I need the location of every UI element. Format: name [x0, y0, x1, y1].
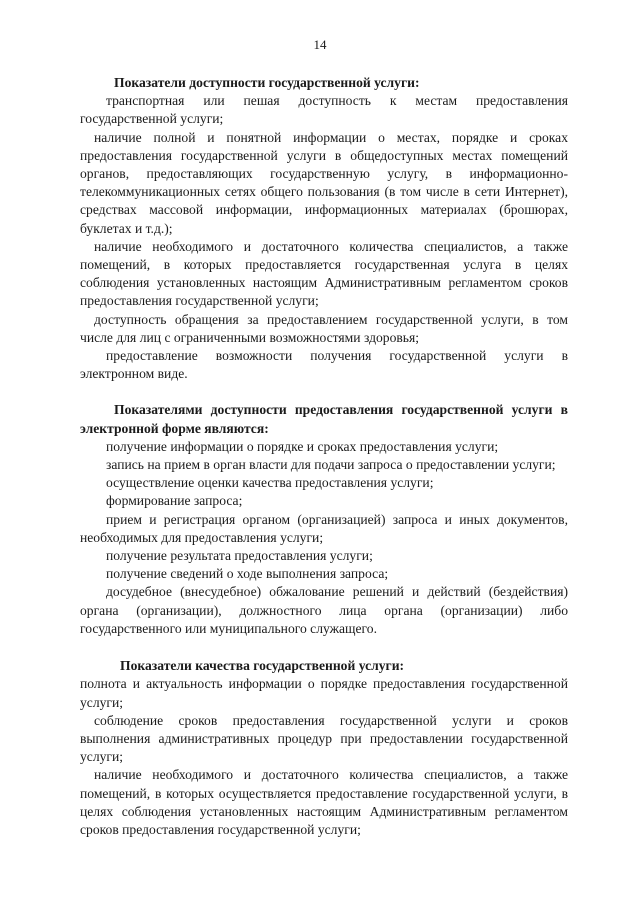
- paragraph: получение сведений о ходе выполнения запроса;: [106, 566, 389, 582]
- paragraph: прием и регистрация органом (организацией) запроса и иных документов, необходимых для предоставления услуги;: [80, 511, 568, 545]
- paragraph: наличие необходимого и достаточного количества специалистов, а также помещений, в которых предоставляется государственная услуга в целях соблюдения установленных настоящим Административным регламентом сроков предоставления государственной услуги;: [80, 238, 568, 309]
- paragraph: доступность обращения за предоставлением государственной услуги, в том числе для лиц с ограниченными возможностями здоровья;: [80, 311, 568, 345]
- section-heading: Показатели качества государственной услуги:: [120, 658, 405, 674]
- section-heading: Показатели доступности государственной услуги:: [114, 75, 420, 90]
- paragraph: досудебное (внесудебное) обжалование решений и действий (бездействия) органа (организации), должностного лица органа (организации) либо государственного или муниципального служащего.: [80, 584, 568, 636]
- paragraph: наличие полной и понятной информации о местах, порядке и сроках предоставления государственной услуги в общедоступных местах помещений органов, предоставляющих государственную услугу, в информационно-телекоммуникационных сетях общего пользования (в том числе в сети Интернет), средствах массовой информации, информационных материалах (брошюрах, буклетах и т.д.);: [80, 129, 568, 236]
- section-availability: [80, 74, 568, 383]
- paragraph: наличие необходимого и достаточного количества специалистов, а также помещений, в которых осуществляется предоставление государственной услуги, в целях соблюдения установленных настоящим Административным регламентом сроков предоставления государственной услуги;: [80, 767, 568, 837]
- section-electronic-availability: [80, 401, 568, 638]
- paragraph: предоставление возможности получения государственной услуги в электронном виде.: [80, 348, 568, 382]
- paragraph: получение результата предоставления услуги;: [106, 548, 373, 564]
- paragraph: осуществление оценки качества предоставления услуги;: [106, 475, 434, 491]
- section-quality: [80, 657, 568, 839]
- paragraph: полнота и актуальность информации о порядке предоставления государственной услуги;: [80, 676, 568, 710]
- paragraph: запись на прием в орган власти для подачи запроса о предоставлении услуги;: [106, 457, 556, 473]
- paragraph: транспортная или пешая доступность к местам предоставления государственной услуги;: [80, 93, 568, 127]
- document-body: [80, 74, 568, 839]
- paragraph: формирование запроса;: [106, 493, 243, 509]
- paragraph: соблюдение сроков предоставления государственной услуги и сроков выполнения административных процедур при предоставлении государственной услуги;: [80, 712, 568, 765]
- section-heading: Показателями доступности предоставления государственной услуги в электронной форме являются:: [80, 402, 568, 436]
- page-number: 14: [313, 37, 327, 52]
- paragraph: получение информации о порядке и сроках предоставления услуги;: [106, 438, 499, 454]
